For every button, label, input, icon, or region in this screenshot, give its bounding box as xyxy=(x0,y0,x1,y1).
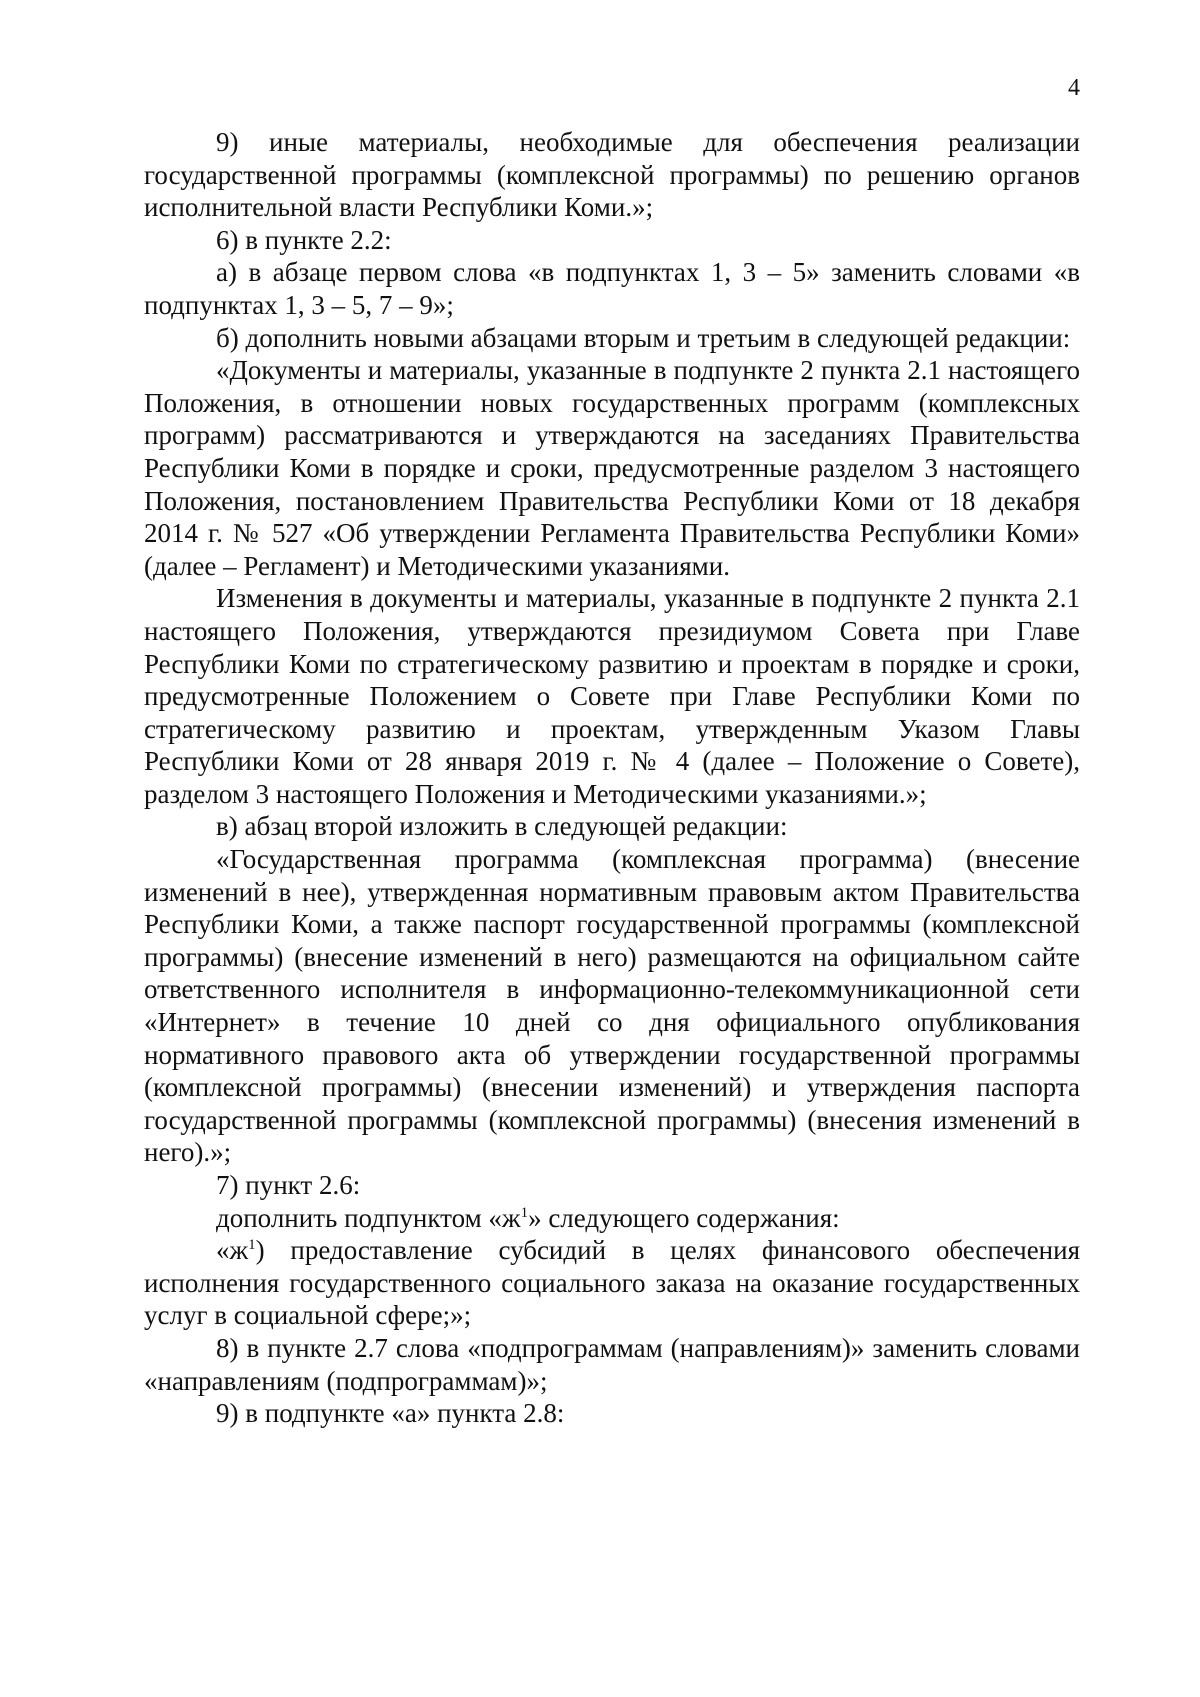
superscript: 1 xyxy=(520,1204,529,1221)
document-body xyxy=(144,126,1080,1430)
paragraph-subclause-zh1 xyxy=(144,1234,1080,1332)
superscript: 1 xyxy=(248,1237,256,1254)
paragraph: б) дополнить новыми абзацами вторым и третьим в следующей редакции: xyxy=(216,322,1071,353)
paragraph: в) абзац второй изложить в следующей редакции: xyxy=(216,811,788,842)
page-number: 4 xyxy=(1068,75,1080,101)
paragraph: а) в абзаце первом слова «в подпунктах 1, 3 – 5» заменить словами «в подпунктах 1, 3 – 5, 7 – 9»; xyxy=(144,257,1080,320)
paragraph-add-subclause xyxy=(144,1202,1080,1235)
paragraph: Изменения в документы и материалы, указанные в подпункте 2 пункта 2.1 настоящего Положения, утверждаются президиумом Совета при Главе Республики Коми по стратегическому развитию и проектам в порядке и сроки, предусмотренные Положением о Совете при Главе Республики Коми по стратегическому развитию и проектам, утвержденным Указом Главы Республики Коми от 28 января 2019 г. № 4 (далее – Положение о Совете), разделом 3 настоящего Положения и Методическими указаниями.»; xyxy=(144,583,1080,809)
paragraph: 7) пункт 2.6: xyxy=(216,1170,361,1200)
paragraph: 9) иные материалы, необходимые для обеспечения реализации государственной программы (комплексной программы) по решению органов исполнительной власти Республики Коми.»; xyxy=(144,127,1080,223)
text-span: ) предоставление субсидий в целях финансового обеспечения исполнения государственного социального заказа на оказание государственных услуг в социальной сфере;»; xyxy=(144,1235,1080,1331)
text-span: дополнить подпунктом «ж xyxy=(216,1202,521,1233)
paragraph: 9) в подпункте «а» пункта 2.8: xyxy=(216,1398,565,1429)
paragraph: 8) в пункте 2.7 слова «подпрограммам (направлениям)» заменить словами «направлениям (подпрограммам)»; xyxy=(144,1332,1080,1396)
text-span: » следующего содержания: xyxy=(528,1202,840,1233)
text-span: «ж xyxy=(216,1235,249,1266)
paragraph: «Государственная программа (комплексная программа) (внесение изменений в нее), утвержденная нормативным правовым актом Правительства Республики Коми, а также паспорт государственной программы (комплексной программы) (внесение изменений в него) размещаются на официальном сайте ответственного исполнителя в информационно-телекоммуникационной сети «Интернет» в течение 10 дней со дня официального опубликования нормативного правового акта об утверждении государственной программы (комплексной программы) (внесении изменений) и утверждения паспорта государственной программы (комплексной программы) (внесения изменений в него).»; xyxy=(144,844,1080,1168)
paragraph: 6) в пункте 2.2: xyxy=(216,224,392,255)
paragraph: «Документы и материалы, указанные в подпункте 2 пункта 2.1 настоящего Положения, в отношении новых государственных программ (комплексных программ) рассматриваются и утверждаются на заседаниях Правительства Республики Коми в порядке и сроки, предусмотренные разделом 3 настоящего Положения, постановлением Правительства Республики Коми от 18 декабря 2014 г. № 527 «Об утверждении Регламента Правительства Республики Коми» (далее – Регламент) и Методическими указаниями. xyxy=(144,355,1080,581)
